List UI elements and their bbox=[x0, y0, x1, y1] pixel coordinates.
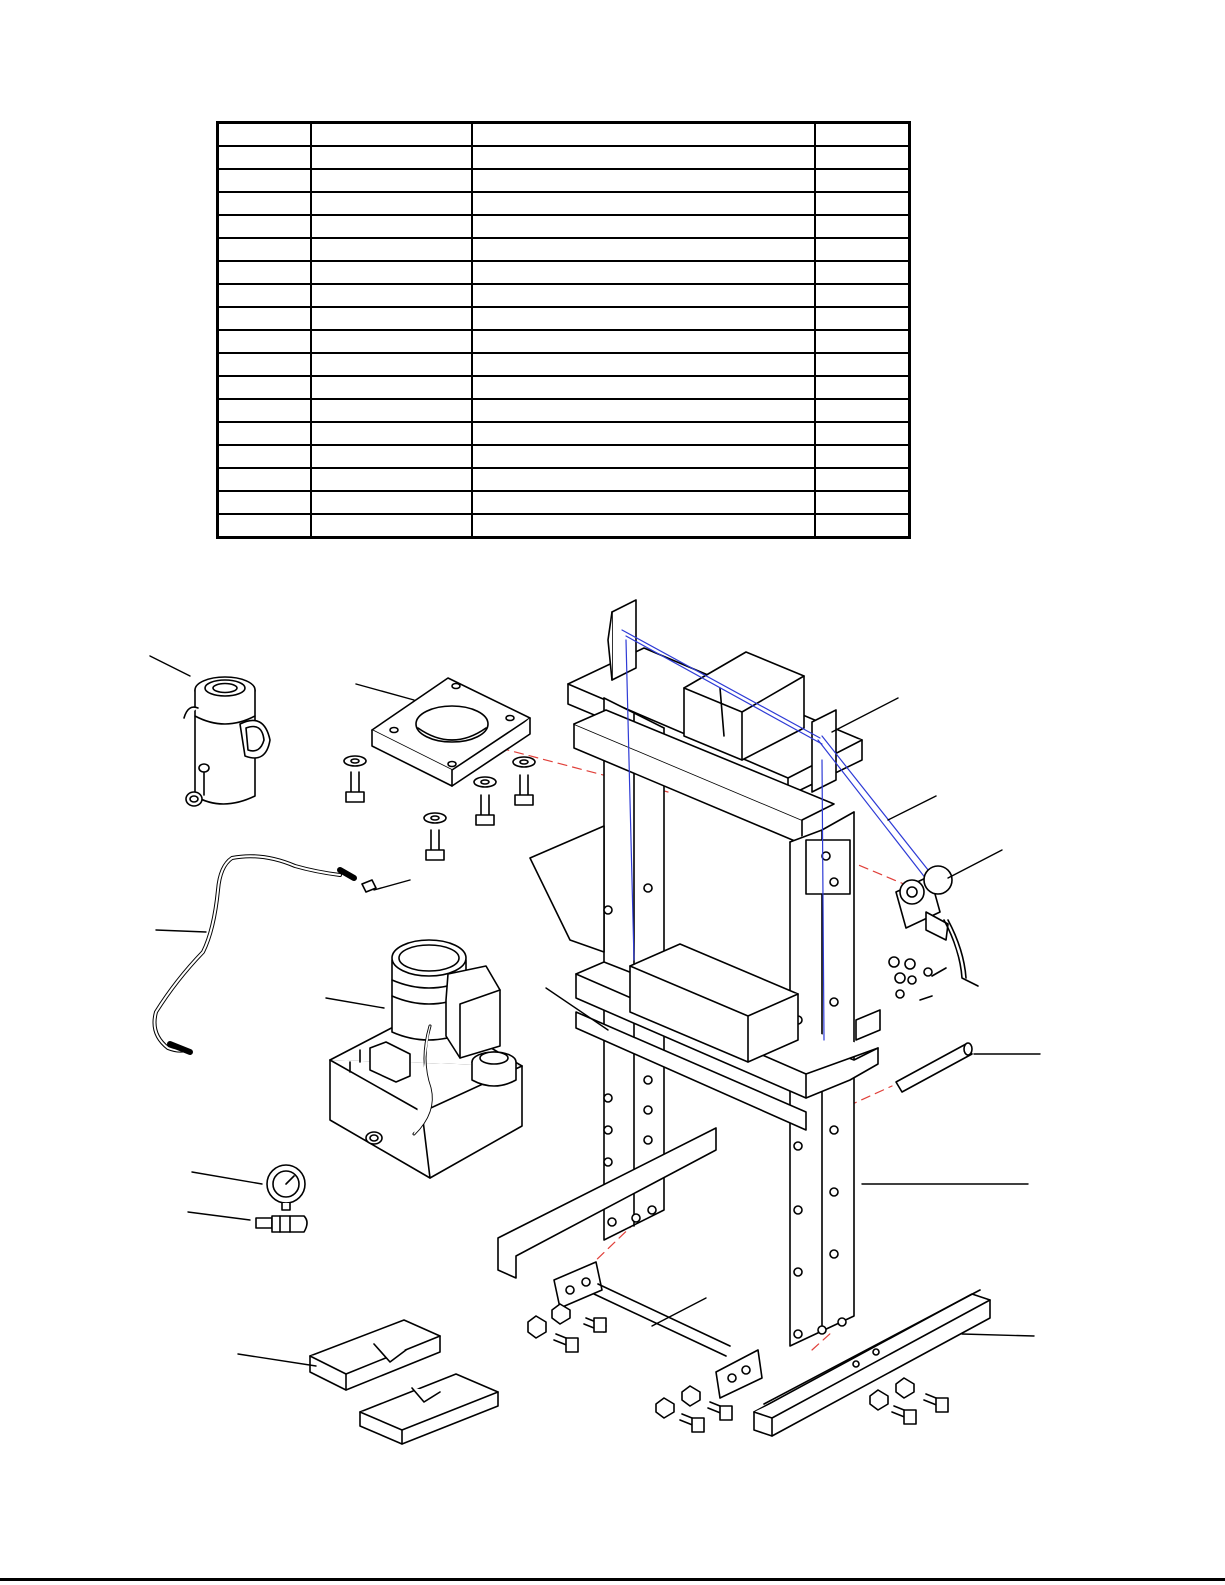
press-frame bbox=[498, 600, 880, 1346]
gauge-adapter bbox=[256, 1216, 307, 1232]
cylinder-mount-plate bbox=[372, 678, 530, 786]
page-footer-rule bbox=[0, 1578, 1225, 1581]
v-blocks bbox=[310, 1320, 498, 1444]
leader-lines bbox=[150, 656, 1040, 1366]
pressure-gauge bbox=[267, 1165, 305, 1210]
support-pin bbox=[896, 1043, 972, 1092]
base-rail-brace bbox=[554, 1262, 762, 1398]
hydraulic-hose bbox=[155, 856, 355, 1052]
winch-mount-hardware bbox=[889, 957, 946, 1000]
electric-pump-unit bbox=[330, 940, 522, 1178]
hydraulic-cylinder bbox=[184, 677, 270, 806]
